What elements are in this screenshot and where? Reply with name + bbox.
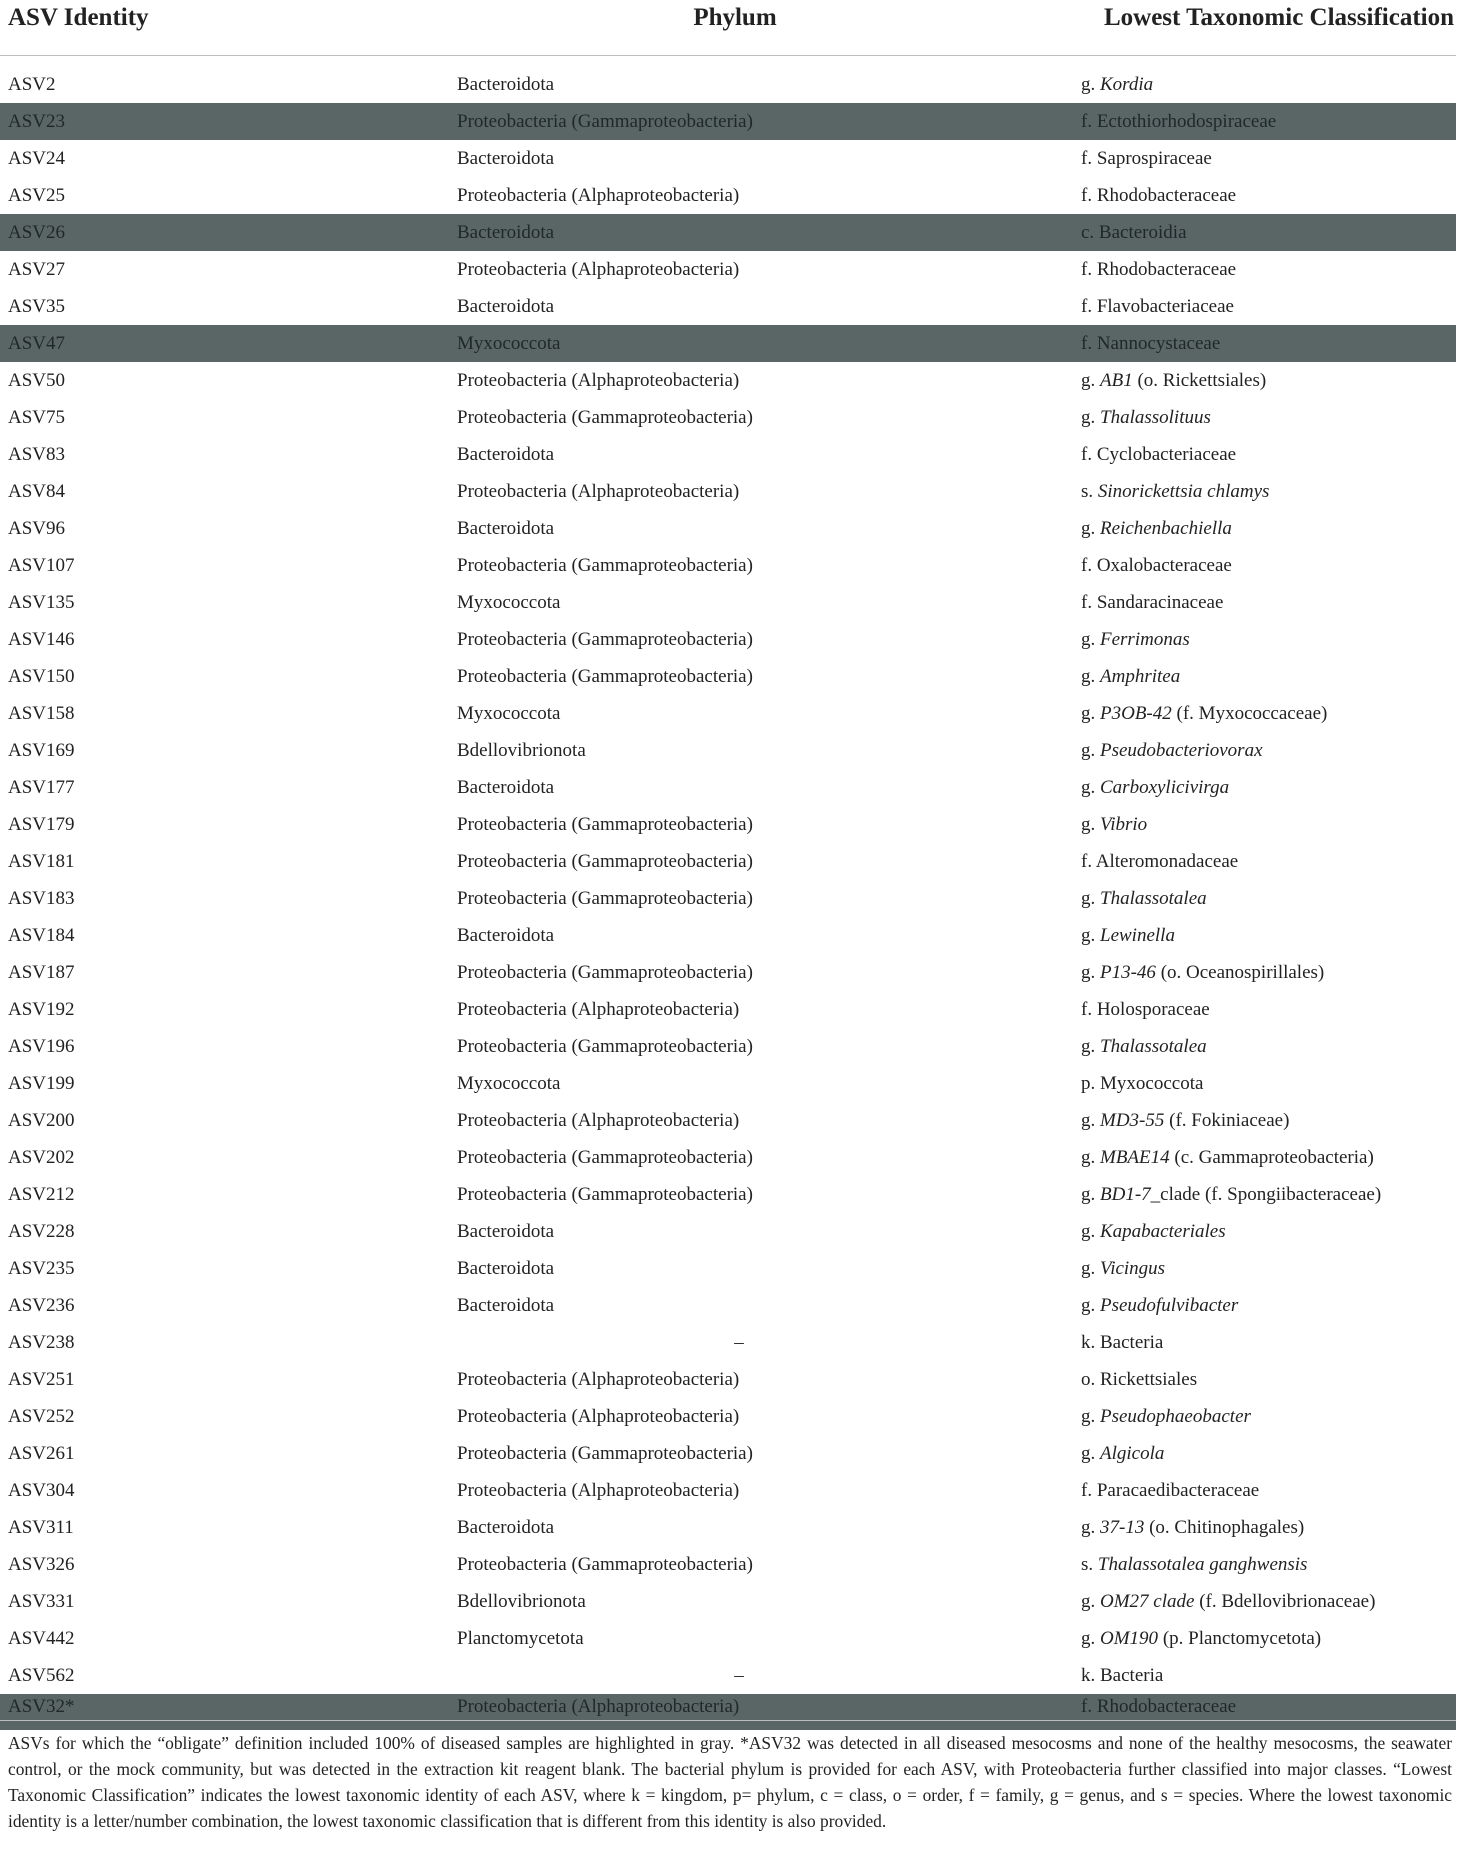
taxonomy-name-italic: Thalassotalea [1100, 1035, 1207, 1057]
cell-taxonomy [1021, 1620, 1456, 1657]
taxonomy-prefix: f. Holosporaceae [1081, 998, 1210, 1020]
taxonomy-prefix: f. Rhodobacteraceae [1081, 258, 1237, 280]
taxonomy-name-italic: Kordia [1100, 73, 1154, 95]
cell-phylum: Proteobacteria (Gammaproteobacteria) [457, 1183, 753, 1205]
cell-asv-identity: ASV84 [8, 480, 66, 502]
cell-asv-identity: ASV24 [8, 147, 66, 169]
cell-phylum: Proteobacteria (Gammaproteobacteria) [457, 406, 753, 428]
cell-taxonomy [1021, 1065, 1456, 1102]
taxonomy-prefix: f. Rhodobacteraceae [1081, 184, 1237, 206]
table-row [0, 732, 1456, 769]
cell-phylum: Proteobacteria (Gammaproteobacteria) [457, 554, 753, 576]
taxonomy-prefix: g. [1081, 1627, 1100, 1649]
table-row [0, 1176, 1456, 1213]
table-row [0, 103, 1456, 140]
table-row [0, 584, 1456, 621]
cell-asv-identity: ASV261 [8, 1442, 75, 1464]
cell-phylum: Proteobacteria (Alphaproteobacteria) [457, 1479, 740, 1501]
cell-phylum: – [734, 1664, 744, 1686]
cell-asv-identity: ASV442 [8, 1627, 75, 1649]
table-row [0, 1065, 1456, 1102]
table-row [0, 880, 1456, 917]
table-row [0, 510, 1456, 547]
cell-phylum: Bacteroidota [457, 517, 555, 539]
taxonomy-name-italic: AB1 [1100, 369, 1133, 391]
cell-phylum: Proteobacteria (Alphaproteobacteria) [457, 998, 740, 1020]
cell-asv-identity: ASV135 [8, 591, 75, 613]
header-phylum: Phylum [449, 0, 1021, 56]
cell-phylum: Bacteroidota [457, 776, 555, 798]
cell-asv-identity: ASV238 [8, 1331, 75, 1353]
table-row [0, 658, 1456, 695]
cell-taxonomy [1021, 806, 1456, 843]
table-row [0, 288, 1456, 325]
taxonomy-prefix: f. Rhodobacteraceae [1081, 1696, 1237, 1717]
cell-taxonomy [1021, 1324, 1456, 1361]
cell-asv-identity: ASV251 [8, 1368, 75, 1390]
cell-asv-identity: ASV196 [8, 1035, 75, 1057]
cell-phylum: Bacteroidota [457, 295, 555, 317]
header-gap [0, 56, 1456, 67]
cell-phylum: Proteobacteria (Alphaproteobacteria) [457, 184, 740, 206]
cell-asv-identity: ASV187 [8, 961, 75, 983]
taxonomy-prefix: g. [1081, 517, 1100, 539]
taxonomy-suffix: (f. Myxococcaceae) [1171, 702, 1328, 724]
cell-phylum: Proteobacteria (Gammaproteobacteria) [457, 665, 753, 687]
table-row [0, 843, 1456, 880]
taxonomy-name-italic: P3OB-42 [1100, 702, 1172, 724]
cell-asv-identity: ASV32* [0, 1694, 449, 1730]
taxonomy-name-italic: Sinorickettsia chlamys [1097, 480, 1270, 502]
table-row [0, 1509, 1456, 1546]
cell-phylum: Proteobacteria (Gammaproteobacteria) [457, 961, 753, 983]
taxonomy-prefix: g. [1081, 406, 1100, 428]
cell-taxonomy [1021, 658, 1456, 695]
cell-phylum: Proteobacteria (Alphaproteobacteria) [457, 1109, 740, 1131]
taxonomy-prefix: o. Rickettsiales [1081, 1368, 1198, 1390]
cell-taxonomy [1021, 1657, 1456, 1694]
table-row [0, 1250, 1456, 1287]
table-row [0, 399, 1456, 436]
cell-asv-identity: ASV27 [8, 258, 66, 280]
taxonomy-prefix: g. [1081, 628, 1100, 650]
taxonomy-prefix: p. Myxococcota [1081, 1072, 1204, 1094]
cell-phylum: Proteobacteria (Alphaproteobacteria) [449, 1694, 1021, 1730]
taxonomy-prefix: f. Oxalobacteraceae [1081, 554, 1232, 576]
cell-phylum: Myxococcota [457, 1072, 561, 1094]
cell-taxonomy [1021, 436, 1456, 473]
table-header [0, 0, 1456, 56]
cell-phylum: Proteobacteria (Alphaproteobacteria) [457, 1368, 740, 1390]
taxonomy-prefix: f. Nannocystaceae [1081, 332, 1221, 354]
cell-phylum: Bacteroidota [457, 147, 555, 169]
cell-asv-identity: ASV47 [0, 325, 449, 362]
cell-taxonomy [1021, 621, 1456, 658]
taxonomy-suffix: (o. Chitinophagales) [1144, 1516, 1305, 1538]
taxonomy-prefix: f. Saprospiraceae [1081, 147, 1212, 169]
taxonomy-name-italic: Pseudobacteriovorax [1100, 739, 1263, 761]
cell-phylum: – [734, 1331, 744, 1353]
taxonomy-name-italic: P13-46 [1100, 961, 1156, 983]
taxonomy-prefix: s. [1081, 1553, 1098, 1575]
cell-asv-identity: ASV75 [8, 406, 66, 428]
cell-phylum: Proteobacteria (Gammaproteobacteria) [449, 103, 1021, 140]
taxonomy-prefix: g. [1081, 776, 1100, 798]
table-row [0, 695, 1456, 732]
cell-phylum: Proteobacteria (Gammaproteobacteria) [457, 628, 753, 650]
cell-asv-identity: ASV199 [8, 1072, 75, 1094]
taxonomy-prefix: g. [1081, 813, 1100, 835]
cell-taxonomy [1021, 547, 1456, 584]
cell-taxonomy [1021, 288, 1456, 325]
cell-taxonomy [1021, 1028, 1456, 1065]
cell-taxonomy [1021, 1583, 1456, 1620]
taxonomy-prefix: g. [1081, 961, 1100, 983]
cell-taxonomy [1021, 1546, 1456, 1583]
cell-phylum: Proteobacteria (Alphaproteobacteria) [457, 1405, 740, 1427]
taxonomy-prefix: g. [1081, 665, 1100, 687]
cell-taxonomy [1021, 1435, 1456, 1472]
taxonomy-name-italic: Reichenbachiella [1100, 517, 1232, 539]
cell-asv-identity: ASV181 [8, 850, 75, 872]
cell-asv-identity: ASV304 [8, 1479, 75, 1501]
taxonomy-prefix: g. [1081, 1146, 1100, 1168]
cell-taxonomy [1021, 1361, 1456, 1398]
cell-asv-identity: ASV146 [8, 628, 75, 650]
cell-taxonomy [1021, 1509, 1456, 1546]
cell-asv-identity: ASV184 [8, 924, 75, 946]
table-row [0, 362, 1456, 399]
cell-phylum: Proteobacteria (Gammaproteobacteria) [457, 1553, 753, 1575]
table-row [0, 1583, 1456, 1620]
cell-taxonomy [1021, 399, 1456, 436]
cell-taxonomy [1021, 325, 1456, 362]
cell-phylum: Bacteroidota [457, 1516, 555, 1538]
cell-asv-identity: ASV562 [8, 1664, 75, 1686]
cell-asv-identity: ASV107 [8, 554, 75, 576]
taxonomy-prefix: g. [1081, 739, 1100, 761]
taxonomy-prefix: g. [1081, 1516, 1100, 1538]
taxonomy-suffix: (f. Fokiniaceae) [1164, 1109, 1290, 1131]
cell-phylum: Proteobacteria (Alphaproteobacteria) [457, 369, 740, 391]
taxonomy-name-italic: OM190 [1100, 1627, 1159, 1649]
table-row [0, 140, 1456, 177]
cell-asv-identity: ASV183 [8, 887, 75, 909]
taxonomy-prefix: f. Cyclobacteriaceae [1081, 443, 1237, 465]
taxonomy-suffix: _clade (f. Spongiibacteraceae) [1150, 1183, 1382, 1205]
table-row [0, 1361, 1456, 1398]
cell-asv-identity: ASV212 [8, 1183, 75, 1205]
cell-phylum: Proteobacteria (Alphaproteobacteria) [457, 480, 740, 502]
cell-asv-identity: ASV2 [8, 73, 56, 95]
table-row [0, 1657, 1456, 1694]
cell-phylum: Bacteroidota [457, 73, 555, 95]
taxonomy-suffix: (c. Gammaproteobacteria) [1169, 1146, 1374, 1168]
cell-phylum: Planctomycetota [457, 1627, 584, 1649]
taxonomy-prefix: g. [1081, 1405, 1100, 1427]
taxonomy-name-italic: Lewinella [1100, 924, 1175, 946]
cell-phylum: Bacteroidota [457, 1257, 555, 1279]
cell-taxonomy [1021, 1398, 1456, 1435]
cell-phylum: Proteobacteria (Gammaproteobacteria) [457, 1442, 753, 1464]
cell-taxonomy [1021, 843, 1456, 880]
cell-taxonomy [1021, 991, 1456, 1028]
taxonomy-prefix: g. [1081, 702, 1100, 724]
cell-asv-identity: ASV35 [8, 295, 66, 317]
taxonomy-prefix: g. [1081, 1294, 1100, 1316]
taxonomy-suffix: (f. Bdellovibrionaceae) [1194, 1590, 1376, 1612]
table-row [0, 547, 1456, 584]
taxonomy-prefix: k. Bacteria [1081, 1664, 1164, 1686]
taxonomy-prefix: c. Bacteroidia [1081, 221, 1187, 243]
table-row [0, 251, 1456, 288]
cell-phylum: Bdellovibrionota [457, 739, 586, 761]
header-lowest-taxonomic-classification: Lowest Taxonomic Classification [1021, 0, 1456, 56]
taxonomy-name-italic: 37-13 [1100, 1516, 1145, 1538]
taxonomy-name-italic: BD1-7 [1100, 1183, 1151, 1205]
taxonomy-name-italic: Amphritea [1100, 665, 1181, 687]
table-row [0, 954, 1456, 991]
taxonomy-name-italic: Algicola [1100, 1442, 1165, 1464]
taxonomy-name-italic: MD3-55 [1100, 1109, 1165, 1131]
cell-taxonomy [1021, 584, 1456, 621]
taxonomy-prefix: g. [1081, 1035, 1100, 1057]
cell-phylum: Myxococcota [457, 702, 561, 724]
taxonomy-prefix: f. Ectothiorhodospiraceae [1081, 110, 1277, 132]
cell-asv-identity: ASV311 [8, 1516, 74, 1538]
table-row [0, 1324, 1456, 1361]
cell-taxonomy [1021, 214, 1456, 251]
taxonomy-name-italic: Pseudophaeobacter [1100, 1405, 1251, 1427]
cell-asv-identity: ASV236 [8, 1294, 75, 1316]
cell-taxonomy [1021, 1176, 1456, 1213]
table-row [0, 214, 1456, 251]
taxonomy-prefix: k. Bacteria [1081, 1331, 1164, 1353]
taxonomy-prefix: g. [1081, 1442, 1100, 1464]
cell-taxonomy [1021, 103, 1456, 140]
cell-asv-identity: ASV23 [0, 103, 449, 140]
table-row [0, 769, 1456, 806]
cell-phylum: Bacteroidota [457, 1220, 555, 1242]
cell-phylum: Myxococcota [457, 591, 561, 613]
cell-phylum: Myxococcota [449, 325, 1021, 362]
table-row [0, 1102, 1456, 1139]
cell-asv-identity: ASV26 [0, 214, 449, 251]
cell-asv-identity: ASV235 [8, 1257, 75, 1279]
cell-phylum: Proteobacteria (Alphaproteobacteria) [457, 258, 740, 280]
table-row [0, 473, 1456, 510]
cell-asv-identity: ASV252 [8, 1405, 75, 1427]
taxonomy-prefix: f. Alteromonadaceae [1081, 850, 1239, 872]
table-row [0, 177, 1456, 214]
taxonomy-name-italic: Vibrio [1100, 813, 1148, 835]
cell-taxonomy [1021, 1250, 1456, 1287]
cell-asv-identity: ASV228 [8, 1220, 75, 1242]
table-row [0, 1028, 1456, 1065]
cell-phylum: Bacteroidota [457, 1294, 555, 1316]
cell-taxonomy [1021, 251, 1456, 288]
cell-asv-identity: ASV192 [8, 998, 75, 1020]
cell-taxonomy [1021, 362, 1456, 399]
cell-asv-identity: ASV150 [8, 665, 75, 687]
cell-asv-identity: ASV50 [8, 369, 66, 391]
cell-taxonomy [1021, 1102, 1456, 1139]
taxonomy-name-italic: Kapabacteriales [1100, 1220, 1226, 1242]
cell-taxonomy [1021, 510, 1456, 547]
cell-phylum: Proteobacteria (Gammaproteobacteria) [457, 850, 753, 872]
taxonomy-prefix: g. [1081, 887, 1100, 909]
taxonomy-prefix: g. [1081, 1257, 1100, 1279]
cell-taxonomy [1021, 1139, 1456, 1176]
cell-taxonomy [1021, 473, 1456, 510]
table-row [0, 1435, 1456, 1472]
taxonomy-prefix: f. Flavobacteriaceae [1081, 295, 1234, 317]
taxonomy-name-italic: Thalassolituus [1100, 406, 1211, 428]
taxonomy-name-italic: Ferrimonas [1100, 628, 1190, 650]
cell-asv-identity: ASV158 [8, 702, 75, 724]
table-row [0, 1287, 1456, 1324]
cell-asv-identity: ASV331 [8, 1590, 75, 1612]
taxonomy-prefix: g. [1081, 1220, 1100, 1242]
table-body [0, 56, 1456, 1731]
table-row [0, 1472, 1456, 1509]
table-row [0, 917, 1456, 954]
taxonomy-prefix: f. Paracaedibacteraceae [1081, 1479, 1260, 1501]
cell-taxonomy [1021, 917, 1456, 954]
cell-taxonomy [1021, 1472, 1456, 1509]
header-asv-identity: ASV Identity [0, 0, 449, 56]
cell-phylum: Proteobacteria (Gammaproteobacteria) [457, 813, 753, 835]
table-row [0, 325, 1456, 362]
cell-phylum: Bdellovibrionota [457, 1590, 586, 1612]
taxonomy-prefix: g. [1081, 1109, 1100, 1131]
cell-asv-identity: ASV326 [8, 1553, 75, 1575]
taxonomy-prefix: s. [1081, 480, 1098, 502]
cell-phylum: Proteobacteria (Gammaproteobacteria) [457, 1035, 753, 1057]
cell-taxonomy [1021, 1213, 1456, 1250]
table-row [0, 621, 1456, 658]
cell-taxonomy [1021, 1694, 1456, 1730]
table-row [0, 1139, 1456, 1176]
cell-phylum: Bacteroidota [449, 214, 1021, 251]
table-row [0, 991, 1456, 1028]
taxonomy-name-italic: Pseudofulvibacter [1100, 1294, 1239, 1316]
cell-asv-identity: ASV202 [8, 1146, 75, 1168]
cell-taxonomy [1021, 954, 1456, 991]
cell-taxonomy [1021, 732, 1456, 769]
cell-asv-identity: ASV177 [8, 776, 75, 798]
taxonomy-name-italic: MBAE14 [1100, 1146, 1170, 1168]
table-row [0, 1213, 1456, 1250]
taxonomy-prefix: g. [1081, 369, 1100, 391]
table-footnote: ASVs for which the “obligate” definition included 100% of diseased samples are highlighted in gray. *ASV32 was detected in all diseased mesocosms and none of the healthy mesocosms, the seawater control, or the mock community, but was detected in the extraction kit reagent blank. The bacterial phylum is provided for each ASV, with Proteobacteria further classified into major classes. “Lowest Taxonomic Classification” indicates the lowest taxonomic identity of each ASV, where k = kingdom, p= phylum, c = class, o = order, f = family, g = genus, and s = species. Where the lowest taxonomic identity is a letter/number combination, the lowest taxonomic classification that is different from this identity is also provided. [8, 1733, 1452, 1831]
taxonomy-prefix: g. [1081, 1590, 1100, 1612]
cell-taxonomy [1021, 1287, 1456, 1324]
cell-asv-identity: ASV83 [8, 443, 66, 465]
cell-phylum: Proteobacteria (Gammaproteobacteria) [457, 1146, 753, 1168]
taxonomy-prefix: g. [1081, 73, 1100, 95]
cell-taxonomy [1021, 695, 1456, 732]
table-row [0, 806, 1456, 843]
cell-asv-identity: ASV25 [8, 184, 66, 206]
taxonomy-name-italic: Carboxylicivirga [1100, 776, 1230, 798]
table-row [0, 1620, 1456, 1657]
cell-taxonomy [1021, 769, 1456, 806]
table-row [0, 1546, 1456, 1583]
cell-asv-identity: ASV96 [8, 517, 66, 539]
cell-phylum: Proteobacteria (Gammaproteobacteria) [457, 887, 753, 909]
cell-taxonomy [1021, 880, 1456, 917]
taxonomy-prefix: g. [1081, 1183, 1100, 1205]
taxonomy-suffix: (o. Rickettsiales) [1132, 369, 1267, 391]
taxonomy-name-italic: Thalassotalea [1100, 887, 1207, 909]
table-row [0, 436, 1456, 473]
taxonomy-prefix: f. Sandaracinaceae [1081, 591, 1224, 613]
table-row [0, 66, 1456, 103]
cell-asv-identity: ASV200 [8, 1109, 75, 1131]
table-bottom-rule [0, 1720, 1456, 1721]
taxonomy-prefix: g. [1081, 924, 1100, 946]
cell-phylum: Bacteroidota [457, 443, 555, 465]
cell-asv-identity: ASV179 [8, 813, 75, 835]
cell-asv-identity: ASV169 [8, 739, 75, 761]
cell-taxonomy [1021, 66, 1456, 103]
table-row [0, 1694, 1456, 1730]
cell-phylum: Bacteroidota [457, 924, 555, 946]
taxonomy-name-italic: Vicingus [1100, 1257, 1166, 1279]
taxonomy-suffix: (p. Planctomycetota) [1158, 1627, 1322, 1649]
taxonomy-name-italic: Thalassotalea ganghwensis [1097, 1553, 1308, 1575]
table-row [0, 1398, 1456, 1435]
taxonomy-suffix: (o. Oceanospirillales) [1155, 961, 1325, 983]
cell-taxonomy [1021, 177, 1456, 214]
taxonomy-name-italic: OM27 clade [1100, 1590, 1195, 1612]
cell-taxonomy [1021, 140, 1456, 177]
